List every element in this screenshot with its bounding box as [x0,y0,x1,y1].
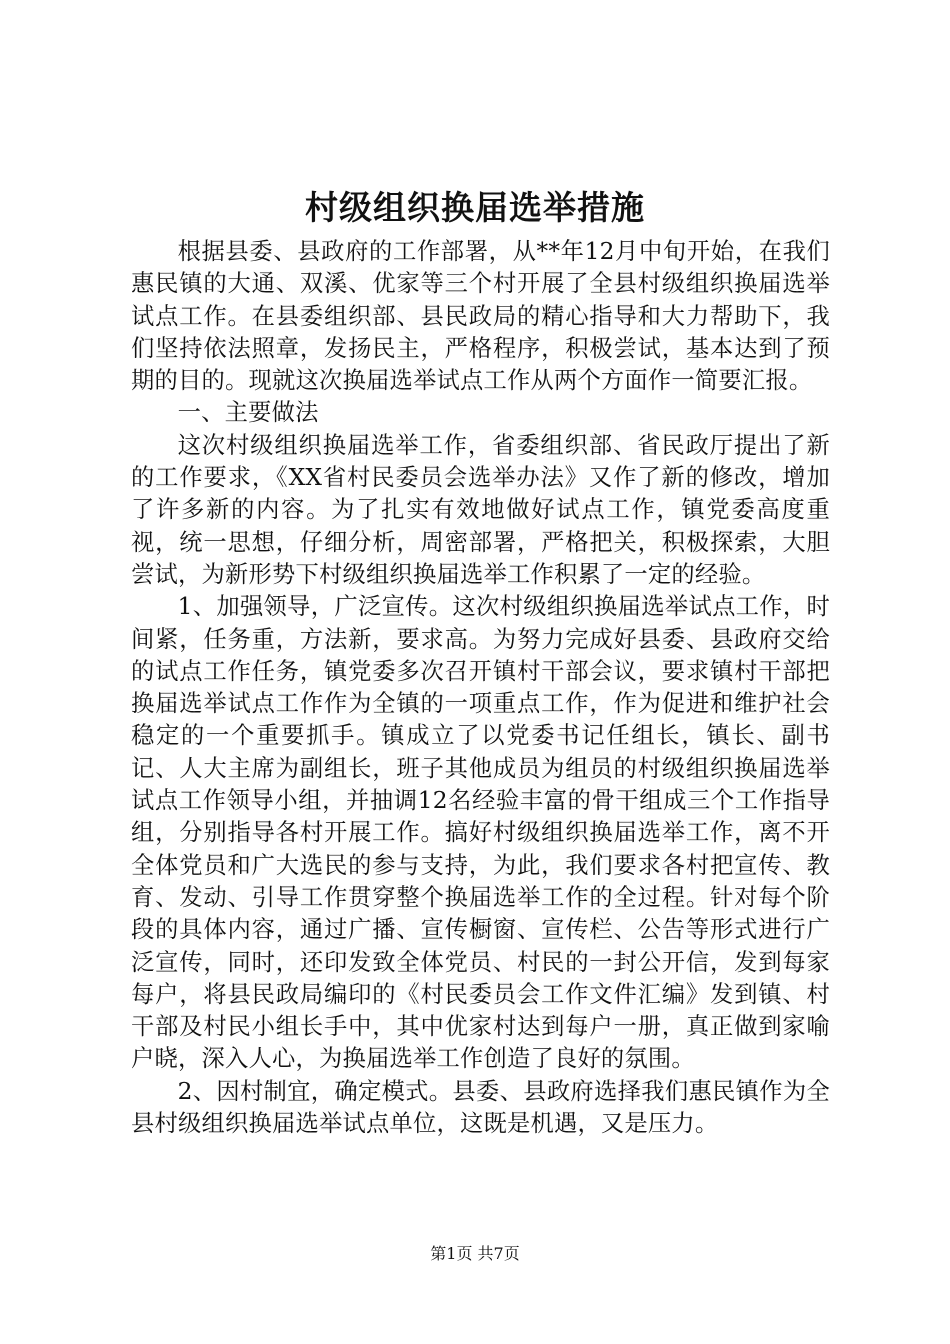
section-heading-main-practices: 一、主要做法 [177,399,319,427]
paragraph-point-1: 1、加强领导，广泛宣传。这次村级组织换届选举试点工作，时间紧，任务重，方法新，要求高。为努力完成好县委、县政府交给的试点工作任务，镇党委多次召开镇村干部会议，要求镇村干部把换届选举试点工作作为全镇的一项重点工作，作为促进和维护社会稳定的一个重要抓手。镇成立了以党委书记任组长，镇长、副书记、人大主席为副组长，班子其他成员为组员的村级组织换届选举试点工作领导小组，并抽调12名经验丰富的骨干组成三个工作指导组，分别指导各村开展工作。搞好村级组织换届选举工作，离不开全体党员和广大选民的参与支持，为此，我们要求各村把宣传、教育、发动、引导工作贯穿整个换届选举工作的全过程。针对每个阶段的具体内容，通过广播、宣传橱窗、宣传栏、公告等形式进行广泛宣传，同时，还印发致全体党员、村民的一封公开信，发到每家每户，将县民政局编印的《村民委员会工作文件汇编》发到镇、村干部及村民小组长手中，其中优家村达到每户一册，真正做到家喻户晓，深入人心，为换届选举工作创造了良好的氛围。 [131,593,830,1073]
paragraph-point-2: 2、因村制宜，确定模式。县委、县政府选择我们惠民镇作为全县村级组织换届选举试点单位，这既是机遇，又是压力。 [131,1077,830,1138]
paragraph-overview: 这次村级组织换届选举工作，省委组织部、省民政厅提出了新的工作要求，《XX省村民委员会选举办法》又作了新的修改，增加了许多新的内容。为了扎实有效地做好试点工作，镇党委高度重视，统一思想，仔细分析，周密部署，严格把关，积极探索，大胆尝试，为新形势下村级组织换届选举工作积累了一定的经验。 [131,431,830,588]
page-number-footer: 第1页 共7页 [430,1244,520,1263]
document-title: 村级组织换届选举措施 [305,188,645,227]
document-body [131,236,830,1140]
paragraph-intro: 根据县委、县政府的工作部署，从**年12月中旬开始，在我们惠民镇的大通、双溪、优家等三个村开展了全县村级组织换届选举试点工作。在县委组织部、县民政局的精心指导和大力帮助下，我们坚持依法照章，发扬民主，严格程序，积极尝试，基本达到了预期的目的。现就这次换届选举试点工作从两个方面作一简要汇报。 [131,238,830,395]
